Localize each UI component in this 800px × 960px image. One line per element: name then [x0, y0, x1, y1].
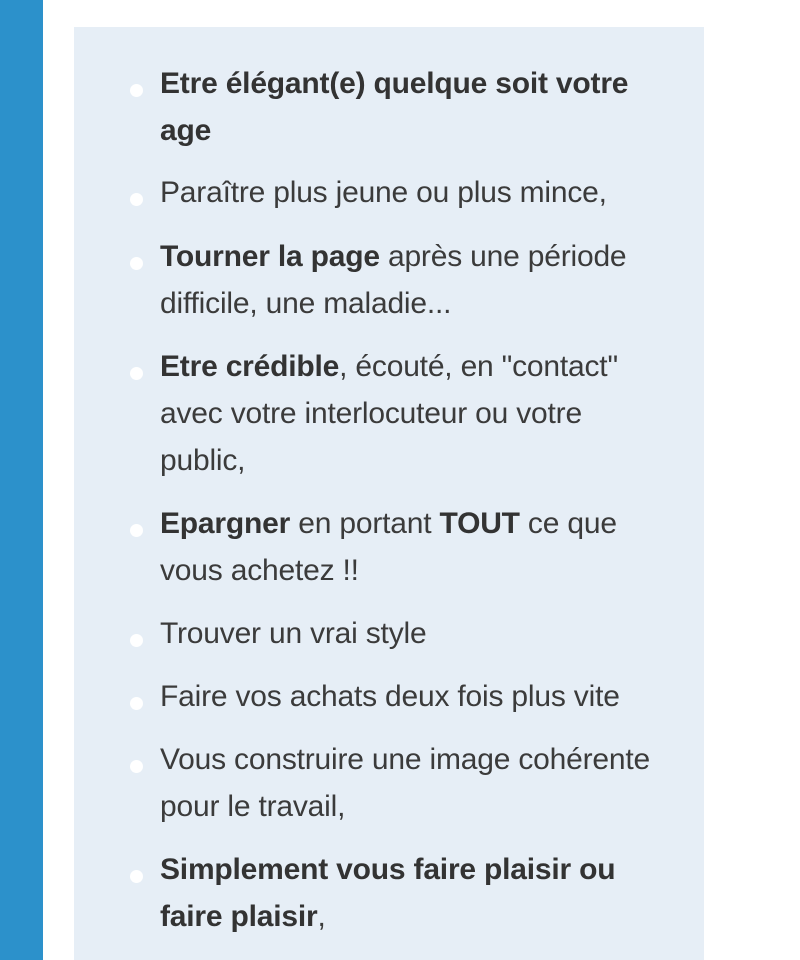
- list-line: [160, 437, 720, 484]
- text-segment: ce que: [519, 507, 617, 540]
- text-segment: ,: [317, 900, 326, 933]
- text-segment: , écouté, en "contact": [339, 350, 618, 383]
- bullet-dot-icon: [130, 697, 143, 710]
- benefits-card: [74, 27, 704, 960]
- list-line: [160, 736, 720, 783]
- text-segment: Paraître plus jeune ou plus mince,: [160, 176, 607, 209]
- list-line: [160, 673, 720, 720]
- text-segment: public,: [160, 444, 246, 477]
- list-line: [160, 846, 720, 893]
- text-segment: TOUT: [439, 507, 520, 540]
- list-line: [160, 233, 720, 280]
- text-segment: avec votre interlocuteur ou votre: [160, 397, 582, 430]
- text-segment: pour le travail,: [160, 790, 346, 823]
- list-line: [160, 500, 720, 547]
- text-segment: vous achetez !!: [160, 554, 359, 587]
- list-line: [160, 390, 720, 437]
- bullet-dot-icon: [130, 84, 143, 97]
- bullet-dot-icon: [130, 257, 143, 270]
- bullet-dot-icon: [130, 524, 143, 537]
- text-segment: Epargner: [160, 507, 291, 540]
- text-segment: Trouver un vrai style: [160, 617, 427, 650]
- text-segment: Tourner la page: [160, 240, 380, 273]
- bullet-dot-icon: [130, 634, 143, 647]
- text-segment: faire plaisir: [160, 900, 318, 933]
- text-segment: en portant: [290, 507, 440, 540]
- text-segment: Simplement vous faire plaisir ou: [160, 853, 616, 886]
- bullet-dot-icon: [130, 760, 143, 773]
- bullet-dot-icon: [130, 193, 143, 206]
- list-line: [160, 610, 720, 657]
- list-line: [160, 107, 720, 154]
- text-segment: après une période: [379, 240, 627, 273]
- text-segment: Etre élégant(e) quelque soit votre: [160, 67, 629, 100]
- text-segment: Faire vos achats deux fois plus vite: [160, 680, 620, 713]
- list-line: [160, 280, 720, 327]
- list-line: [160, 547, 720, 594]
- list-line: [160, 60, 720, 107]
- text-segment: Vous construire une image cohérente: [160, 743, 650, 776]
- list-line: [160, 343, 720, 390]
- left-accent-bar: [0, 0, 43, 960]
- bullet-dot-icon: [130, 870, 143, 883]
- bullet-dot-icon: [130, 367, 143, 380]
- list-line: [160, 169, 720, 216]
- list-line: [160, 893, 720, 940]
- text-segment: Etre crédible: [160, 350, 340, 383]
- list-line: [160, 783, 720, 830]
- text-segment: difficile, une maladie...: [160, 287, 452, 320]
- text-segment: age: [160, 114, 212, 147]
